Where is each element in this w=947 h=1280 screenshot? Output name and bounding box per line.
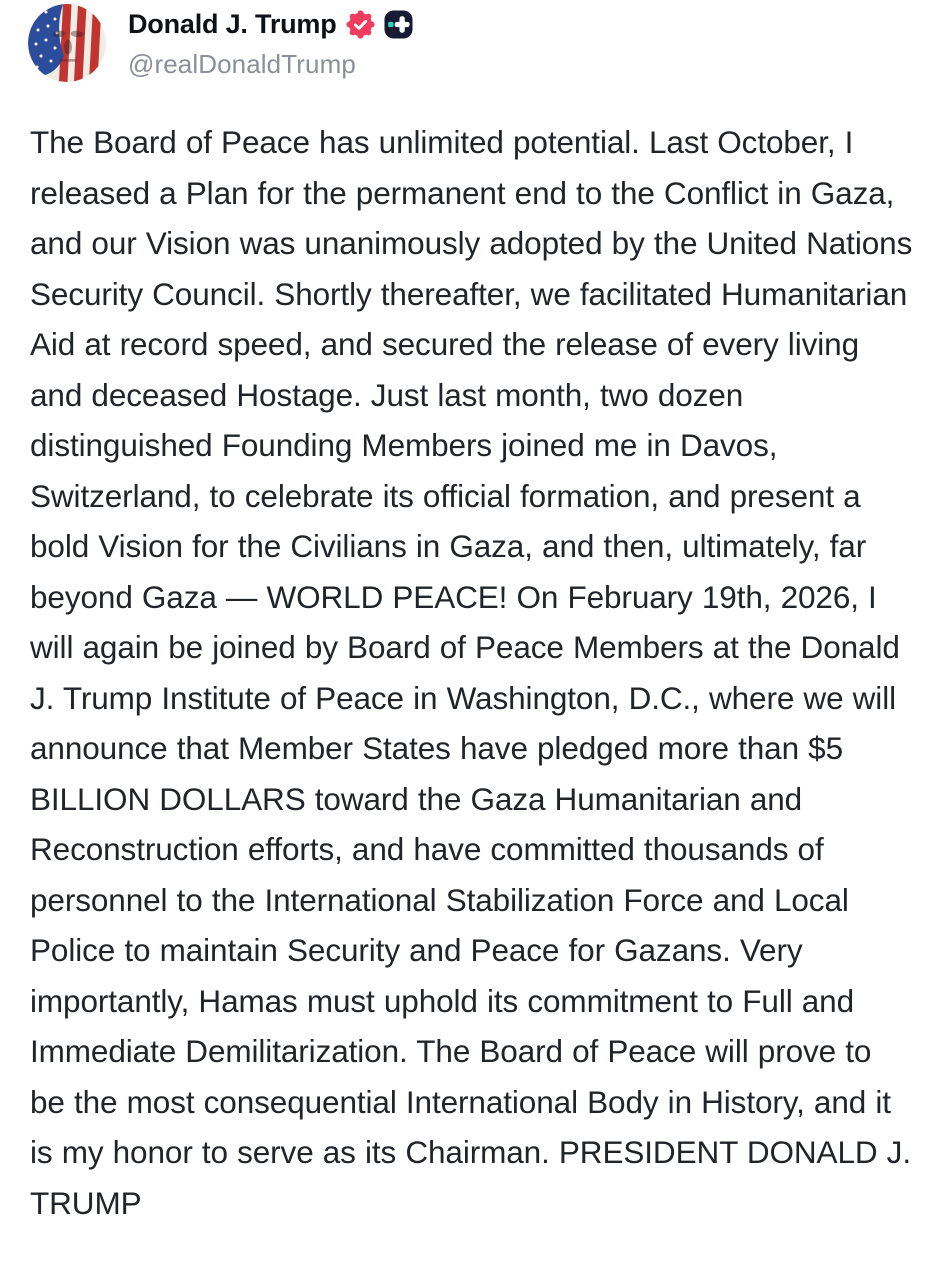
user-handle[interactable]: @realDonaldTrump bbox=[128, 49, 356, 80]
verified-badge-icon bbox=[346, 10, 375, 39]
post-header bbox=[0, 0, 947, 82]
display-name[interactable]: Donald J. Trump bbox=[128, 9, 337, 39]
avatar-flag-face-image bbox=[28, 4, 106, 82]
post-text: The Board of Peace has unlimited potential. Last October, I released a Plan for the permanent end to the Conflict in Gaza, and our Vision was unanimously adopted by the United Nations Security Council. Shortly thereafter, we facilitated Humanitarian Aid at record speed, and secured the release of every living and deceased Hostage. Just last month, two dozen distinguished Founding Members joined me in Davos, Switzerland, to celebrate its official formation, and present a bold Vision for the Civilians in Gaza, and then, ultimately, far beyond Gaza — WORLD PEACE! On February 19th, 2026, I will again be joined by Board of Peace Members at the Donald J. Trump Institute of Peace in Washington, D.C., where we will announce that Member States have pledged more than $5 BILLION DOLLARS toward the Gaza Humanitarian and Reconstruction efforts, and have committed thousands of personnel to the International Stabilization Force and Local Police to maintain Security and Peace for Gazans. Very importantly, Hamas must uphold its commitment to Full and Immediate Demilitarization. The Board of Peace will prove to be the most consequential International Body in History, and it is my honor to serve as its Chairman. PRESIDENT DONALD J. TRUMP bbox=[30, 124, 913, 1221]
truth-plus-badge-icon bbox=[384, 10, 413, 39]
identity-block bbox=[128, 4, 413, 80]
name-row bbox=[128, 8, 413, 40]
avatar[interactable] bbox=[28, 4, 106, 82]
